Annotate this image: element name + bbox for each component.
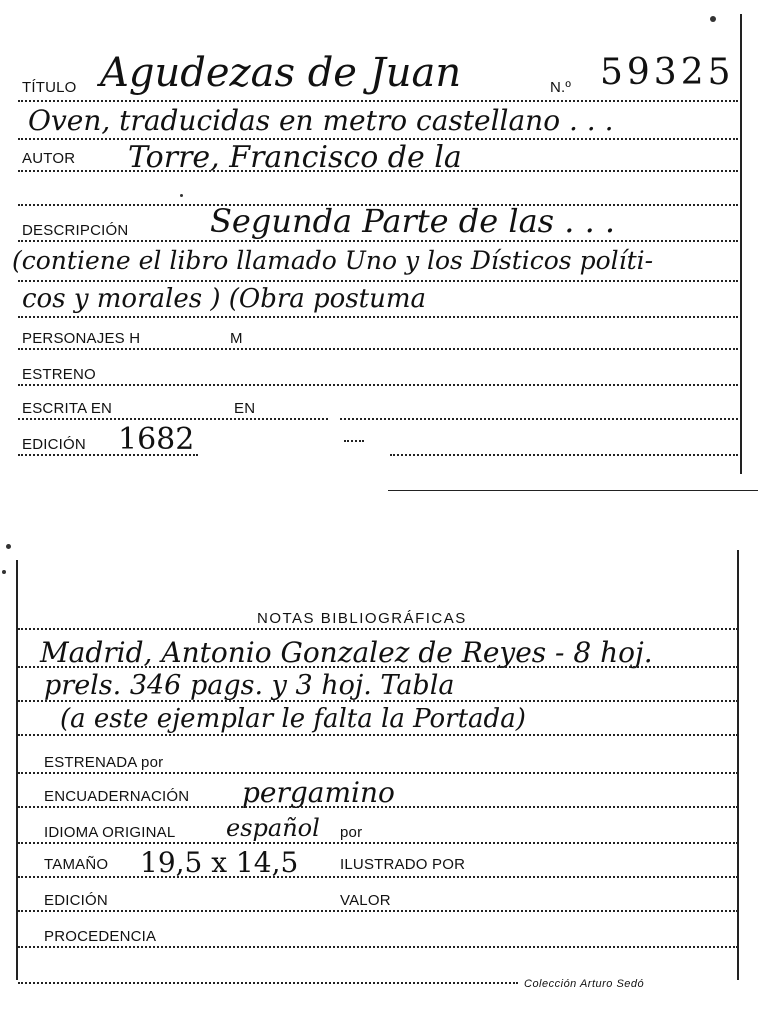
tamano-label: TAMAÑO xyxy=(44,856,109,873)
notas-rule-1 xyxy=(18,666,738,668)
estrenada-label: ESTRENADA por xyxy=(44,754,164,771)
edicion-label: EDICIÓN xyxy=(22,436,86,453)
titulo-continuation: Oven, traducidas en metro castellano . . . xyxy=(28,104,614,137)
en-label: EN xyxy=(234,400,256,417)
card-right-edge xyxy=(740,14,742,474)
catalog-card-top xyxy=(0,0,759,490)
ink-speck xyxy=(180,194,183,197)
idioma-value: español xyxy=(226,814,320,842)
ilustrado-label: ILUSTRADO POR xyxy=(340,856,466,873)
notas-rule xyxy=(18,628,738,630)
encuadernacion-label: ENCUADERNACIÓN xyxy=(44,788,190,805)
notas-rule-2 xyxy=(18,700,738,702)
en-rule xyxy=(340,418,738,420)
card-left-edge xyxy=(16,560,18,980)
notas-line2: prels. 346 pags. y 3 hoj. Tabla xyxy=(44,670,455,701)
personajes-label: PERSONAJES H xyxy=(22,330,141,347)
notas-line3: (a este ejemplar le falta la Portada) xyxy=(60,704,526,734)
descripcion-label: DESCRIPCIÓN xyxy=(22,222,129,239)
personajes-rule xyxy=(18,348,738,350)
titulo-value: Agudezas de Juan xyxy=(100,50,462,96)
descripcion-rule xyxy=(18,240,738,242)
notas-line1: Madrid, Antonio Gonzalez de Reyes - 8 hoj. xyxy=(40,636,653,669)
edicion-rule-dash xyxy=(344,440,364,442)
edicion-rule-right xyxy=(390,454,738,456)
descripcion-value: Segunda Parte de las . . . xyxy=(210,202,616,240)
estrenada-rule xyxy=(18,772,738,774)
autor-label: AUTOR xyxy=(22,150,76,167)
titulo-rule xyxy=(18,100,738,102)
tamano-rule xyxy=(18,876,738,878)
personajes-m-label: M xyxy=(230,330,243,347)
descripcion-rule-3 xyxy=(18,316,738,318)
edicion-label: EDICIÓN xyxy=(44,892,108,909)
escrita-en-label: ESCRITA EN xyxy=(22,400,113,417)
titulo-label: TÍTULO xyxy=(22,79,77,96)
procedencia-label: PROCEDENCIA xyxy=(44,928,157,945)
idioma-rule xyxy=(18,842,738,844)
ink-speck xyxy=(6,544,11,549)
descripcion-line3: cos y morales ) (Obra postuma xyxy=(22,284,427,314)
edicion-value: 1682 xyxy=(118,422,195,457)
card-bottom-edge xyxy=(388,490,758,491)
ink-speck xyxy=(710,16,716,22)
encuadernacion-rule xyxy=(18,806,738,808)
catalog-card-bottom xyxy=(0,530,759,1028)
ink-speck xyxy=(2,570,6,574)
descripcion-line2: (contiene el libro llamado Uno y los Dísticos políti- xyxy=(12,246,654,275)
encuadernacion-value: pergamino xyxy=(242,776,395,809)
estreno-label: ESTRENO xyxy=(22,366,96,383)
idioma-label: IDIOMA ORIGINAL xyxy=(44,824,176,841)
edicion-rule xyxy=(18,454,198,456)
procedencia-rule xyxy=(18,946,738,948)
autor-value: Torre, Francisco de la xyxy=(128,140,462,175)
descripcion-rule-2 xyxy=(18,280,738,282)
notas-title: NOTAS BIBLIOGRÁFICAS xyxy=(257,610,467,627)
numero-label: N.º xyxy=(550,79,572,96)
estreno-rule xyxy=(18,384,738,386)
notas-rule-3 xyxy=(18,734,738,736)
coleccion-stamp: Colección Arturo Sedó xyxy=(524,978,645,990)
card-right-edge xyxy=(737,550,739,980)
por-label: por xyxy=(340,824,363,841)
escrita-en-rule xyxy=(18,418,328,420)
valor-label: VALOR xyxy=(340,892,391,909)
edicion-rule xyxy=(18,910,738,912)
numero-value: 59325 xyxy=(600,52,735,93)
tamano-value: 19,5 x 14,5 xyxy=(140,846,299,879)
autor-rule xyxy=(18,170,738,172)
bottom-rule xyxy=(18,982,518,984)
